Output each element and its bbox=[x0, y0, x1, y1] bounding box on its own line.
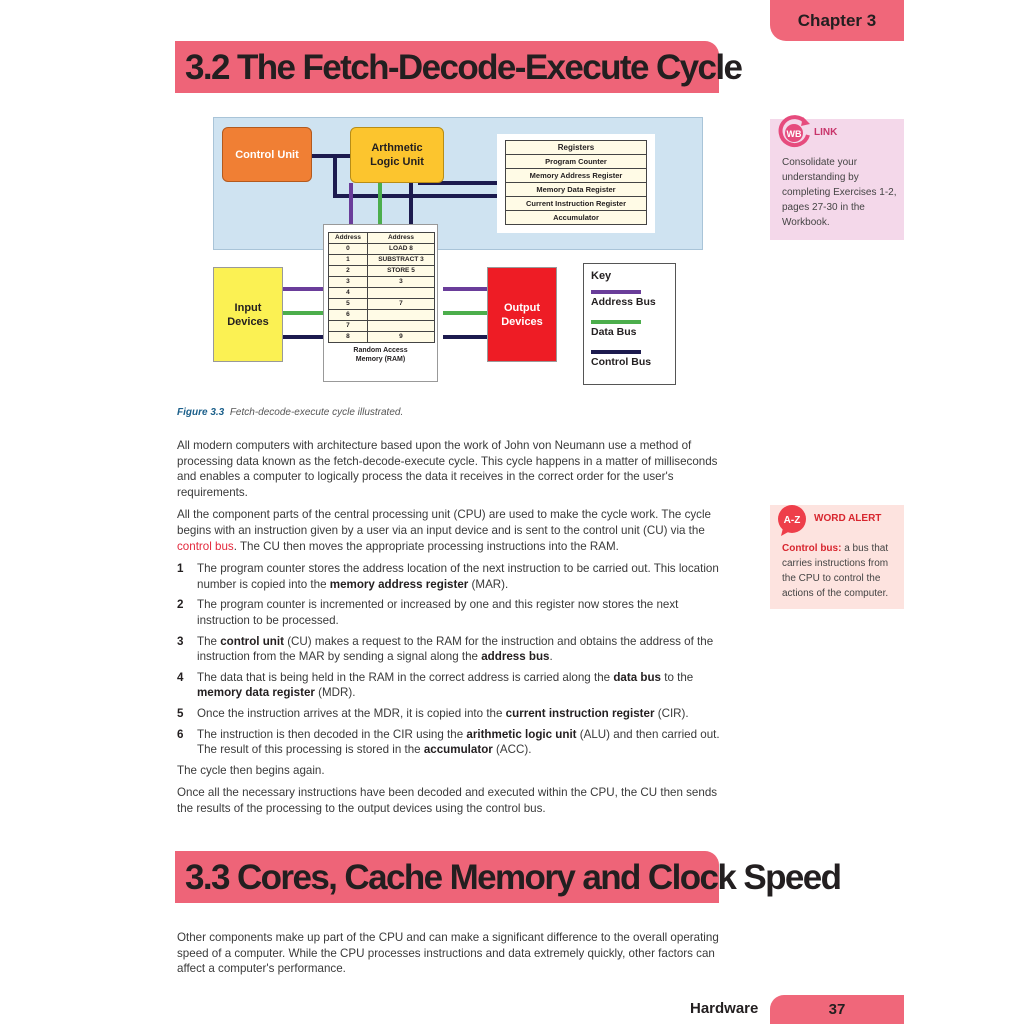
figure-caption: Figure 3.3 Fetch-decode-execute cycle illustrated. bbox=[177, 407, 404, 418]
word-alert-title: WORD ALERT bbox=[814, 513, 882, 524]
ram-caption: Random Access Memory (RAM) bbox=[353, 347, 408, 363]
ram-row: 2 STORE 5 bbox=[329, 266, 435, 277]
output-devices-box: Output Devices bbox=[487, 267, 557, 362]
control-bus-segment bbox=[409, 183, 413, 224]
control-bus-link[interactable]: control bus bbox=[177, 539, 234, 553]
ram-row: 6 bbox=[329, 310, 435, 321]
data-bus-segment bbox=[378, 183, 382, 224]
control-unit-box: Control Unit bbox=[222, 127, 312, 182]
list-item: 3 The control unit (CU) makes a request to the RAM for the instruction and obtains the address of the instruction from the MAR by sending a signal along the address bus. bbox=[177, 634, 714, 664]
svg-text:A-Z: A-Z bbox=[783, 515, 801, 526]
ram-row: 0 LOAD 8 bbox=[329, 244, 435, 255]
word-alert-sidebar bbox=[770, 505, 904, 609]
registers-title: Registers bbox=[505, 140, 647, 155]
address-bus-swatch bbox=[591, 290, 641, 294]
page-number: 37 bbox=[770, 995, 904, 1024]
paragraph: All the component parts of the central processing unit (CPU) are used to make the cycle work. The cycle begins with an instruction given by a user via an input device and is sent to the control unit (CU) via the control bus. The CU then moves the appropriate processing instructions into the RAM. bbox=[177, 508, 711, 553]
control-bus-segment bbox=[333, 194, 498, 198]
ram-row: 7 bbox=[329, 321, 435, 332]
word-alert-text: Control bus: a bus that carries instructions from the CPU to control the actions of the computer. bbox=[782, 543, 889, 599]
paragraph: Other components make up part of the CPU and can make a significant difference to the overall operating speed of a computer. While the CPU processes instructions and data extremely quickly, other factors can affect a computer's performance. bbox=[177, 931, 719, 976]
list-item: 5 Once the instruction arrives at the MDR, it is copied into the current instruction register (CIR). bbox=[177, 706, 689, 720]
alu-box: Arthmetic Logic Unit bbox=[350, 127, 444, 183]
paragraph: The cycle then begins again. bbox=[177, 763, 325, 777]
address-bus-segment bbox=[283, 287, 323, 291]
bus-key bbox=[583, 263, 676, 385]
data-bus-segment bbox=[443, 311, 487, 315]
register-mar: Memory Address Register bbox=[505, 169, 647, 183]
key-data-bus: Data Bus bbox=[591, 326, 637, 338]
ram-row: 8 9 bbox=[329, 332, 435, 343]
list-item: 6 The instruction is then decoded in the CIR using the arithmetic logic unit (ALU) and then carried out. The result of this processing is stored in the accumulator (ACC). bbox=[177, 727, 720, 757]
footer-section-label: Hardware bbox=[690, 1000, 759, 1017]
link-title: LINK bbox=[814, 127, 838, 138]
ram-header: Address bbox=[367, 233, 434, 244]
ram-table bbox=[323, 224, 438, 382]
section-3-2-body bbox=[177, 438, 722, 823]
paragraph: Once all the necessary instructions have been decoded and executed within the CPU, the CU then sends the results of the processing to the output devices using the control bus. bbox=[177, 786, 718, 815]
section-3-2-title: 3.2 The Fetch-Decode-Execute Cycle bbox=[185, 48, 742, 87]
figure-label: Figure 3.3 bbox=[177, 407, 225, 418]
list-item: 2 The program counter is incremented or increased by one and this register now stores the next instruction to be processed. bbox=[177, 598, 679, 627]
data-bus-segment bbox=[283, 311, 323, 315]
control-bus-segment bbox=[311, 154, 351, 158]
word-alert-icon bbox=[774, 502, 810, 538]
register-cir: Current Instruction Register bbox=[505, 197, 647, 211]
key-control-bus: Control Bus bbox=[591, 356, 652, 368]
key-title: Key bbox=[591, 270, 612, 282]
control-bus-segment bbox=[443, 335, 487, 339]
chapter-tab: Chapter 3 bbox=[770, 0, 904, 41]
key-address-bus: Address Bus bbox=[591, 296, 656, 308]
link-sidebar bbox=[770, 119, 904, 240]
workbook-link-icon bbox=[776, 113, 812, 149]
register-mdr: Memory Data Register bbox=[505, 183, 647, 197]
list-item: 4 The data that is being held in the RAM in the correct address is carried along the data bus to the memory data register (MDR). bbox=[177, 670, 694, 700]
register-accumulator: Accumulator bbox=[505, 211, 647, 225]
list-item: 1 The program counter stores the address location of the next instruction to be carried out. This location number is copied into the memory address register (MAR). bbox=[177, 562, 719, 591]
word-alert-term: Control bus: bbox=[782, 543, 842, 554]
steps-list bbox=[177, 561, 722, 758]
ram-row: 5 7 bbox=[329, 299, 435, 310]
section-3-2-header bbox=[175, 41, 742, 93]
control-bus-segment bbox=[333, 154, 337, 198]
control-bus-segment bbox=[283, 335, 323, 339]
section-3-3-title: 3.3 Cores, Cache Memory and Clock Speed bbox=[185, 858, 841, 897]
registers-panel bbox=[497, 134, 655, 233]
svg-text:WB: WB bbox=[786, 129, 802, 139]
address-bus-segment bbox=[349, 183, 353, 224]
control-bus-swatch bbox=[591, 350, 641, 354]
paragraph: All modern computers with architecture based upon the work of John von Neumann use a method of processing data known as the fetch-decode-execute cycle. This cycle happens in a matter of milliseconds and enables a computer to logically process the data it receives in the correct order for the user's requirements. bbox=[177, 439, 718, 499]
ram-header: Address bbox=[329, 233, 368, 244]
fetch-decode-execute-figure bbox=[213, 117, 703, 393]
input-devices-box: Input Devices bbox=[213, 267, 283, 362]
data-bus-swatch bbox=[591, 320, 641, 324]
link-text: Consolidate your understanding by completing Exercises 1-2, pages 27-30 in the Workbook. bbox=[782, 157, 897, 228]
ram-row: 4 bbox=[329, 288, 435, 299]
section-3-3-header bbox=[175, 851, 841, 903]
register-program-counter: Program Counter bbox=[505, 155, 647, 169]
ram-row: 1 SUBSTRACT 3 bbox=[329, 255, 435, 266]
address-bus-segment bbox=[443, 287, 487, 291]
section-3-3-body bbox=[177, 930, 722, 984]
ram-row: 3 3 bbox=[329, 277, 435, 288]
